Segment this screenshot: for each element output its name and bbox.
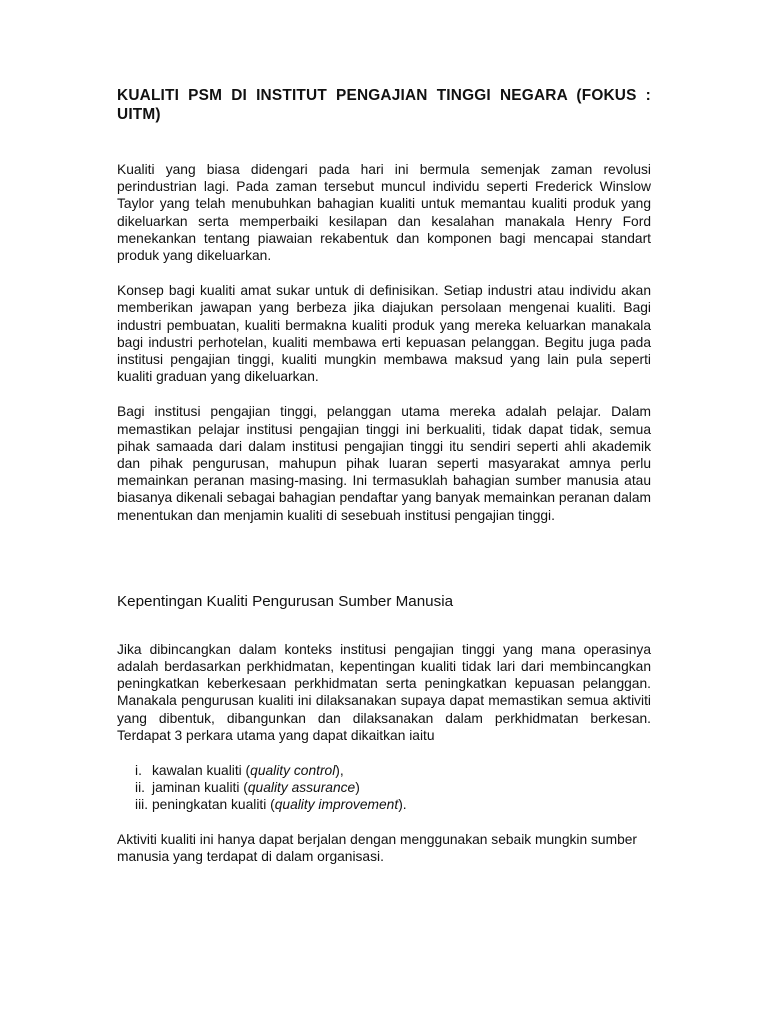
list-item: [117, 796, 651, 813]
paragraph-aktiviti: Aktiviti kualiti ini hanya dapat berjalan dengan menggunakan sebaik mungkin sumber manusia yang terdapat di dalam organisasi.: [117, 831, 638, 864]
list-item-text: kawalan kualiti (quality control),: [152, 763, 344, 779]
list-item-number: i.: [135, 763, 142, 779]
list-item-text: peningkatan kualiti (quality improvement).: [152, 797, 407, 813]
document-title: KUALITI PSM DI INSTITUT PENGAJIAN TINGGI NEGARA (FOKUS : UITM): [117, 87, 651, 123]
list-item-term: quality control: [250, 763, 336, 779]
paragraph-revolusi: Kualiti yang biasa didengari pada hari ini bermula semenjak zaman revolusi perindustrian lagi. Pada zaman tersebut muncul individu seperti Frederick Winslow Taylor yang telah menubuhkan bahagian kualiti untuk memantau kualiti produk yang dikeluarkan serta memperbaiki kesilapan dan kesalahan manakala Henry Ford menekankan tentang piawaian rekabentuk dan komponen bagi mencapai standart produk yang dikeluarkan.: [117, 162, 651, 264]
list-item-term: quality assurance: [247, 780, 356, 796]
section-heading: Kepentingan Kualiti Pengurusan Sumber Manusia: [117, 592, 454, 610]
list-item-term: quality improvement: [274, 797, 399, 813]
paragraph-pelanggan: Bagi institusi pengajian tinggi, pelanggan utama mereka adalah pelajar. Dalam memastikan pelajar institusi pengajian tinggi ini berkualiti, tidak dapat tidak, semua pihak samaada dari dalam institusi pengajian tinggi itu sendiri seperti ahli akademik dan pihak pengurusan, mahupun pihak luaran seperti masyarakat amnya perlu memainkan peranan masing-masing. Ini termasuklah bahagian sumber manusia atau biasanya dikenali sebagai bahagian pendaftar yang banyak memainkan peranan dalam menentukan dan menjamin kualiti di sesebuah institusi pengajian tinggi.: [117, 404, 651, 523]
paragraph-kepentingan: Jika dibincangkan dalam konteks institusi pengajian tinggi yang mana operasinya adalah berdasarkan perkhidmatan, kepentingan kualiti tidak lari dari membincangkan peningkatkan keberkesaan perkhidmatan serta peningkatkan kepuasan pelanggan. Manakala pengurusan kualiti ini dilaksanakan supaya dapat memastikan semua aktiviti yang dibentuk, dibangunkan dan dilaksanakan dalam perkhidmatan berkesan. Terdapat 3 perkara utama yang dapat dikaitkan iaitu: [117, 641, 651, 743]
quality-list: [117, 762, 651, 814]
document-page: [117, 86, 651, 865]
list-item: [117, 762, 651, 779]
list-item-number: iii.: [135, 797, 149, 813]
list-item-text: jaminan kualiti (quality assurance): [152, 780, 360, 796]
list-item-number: ii.: [135, 780, 145, 796]
paragraph-konsep: Konsep bagi kualiti amat sukar untuk di definisikan. Setiap industri atau individu akan memberikan jawapan yang berbeza jika diajukan persolaan mengenai kualiti. Bagi industri pembuatan, kualiti bermakna kualiti produk yang mereka keluarkan manakala bagi industri perhotelan, kualiti membawa erti kepuasan pelanggan. Begitu juga pada institusi pengajian tinggi, kualiti mungkin membawa maksud yang lain pula seperti kualiti graduan yang dikeluarkan.: [117, 283, 651, 385]
list-item: [117, 779, 651, 796]
